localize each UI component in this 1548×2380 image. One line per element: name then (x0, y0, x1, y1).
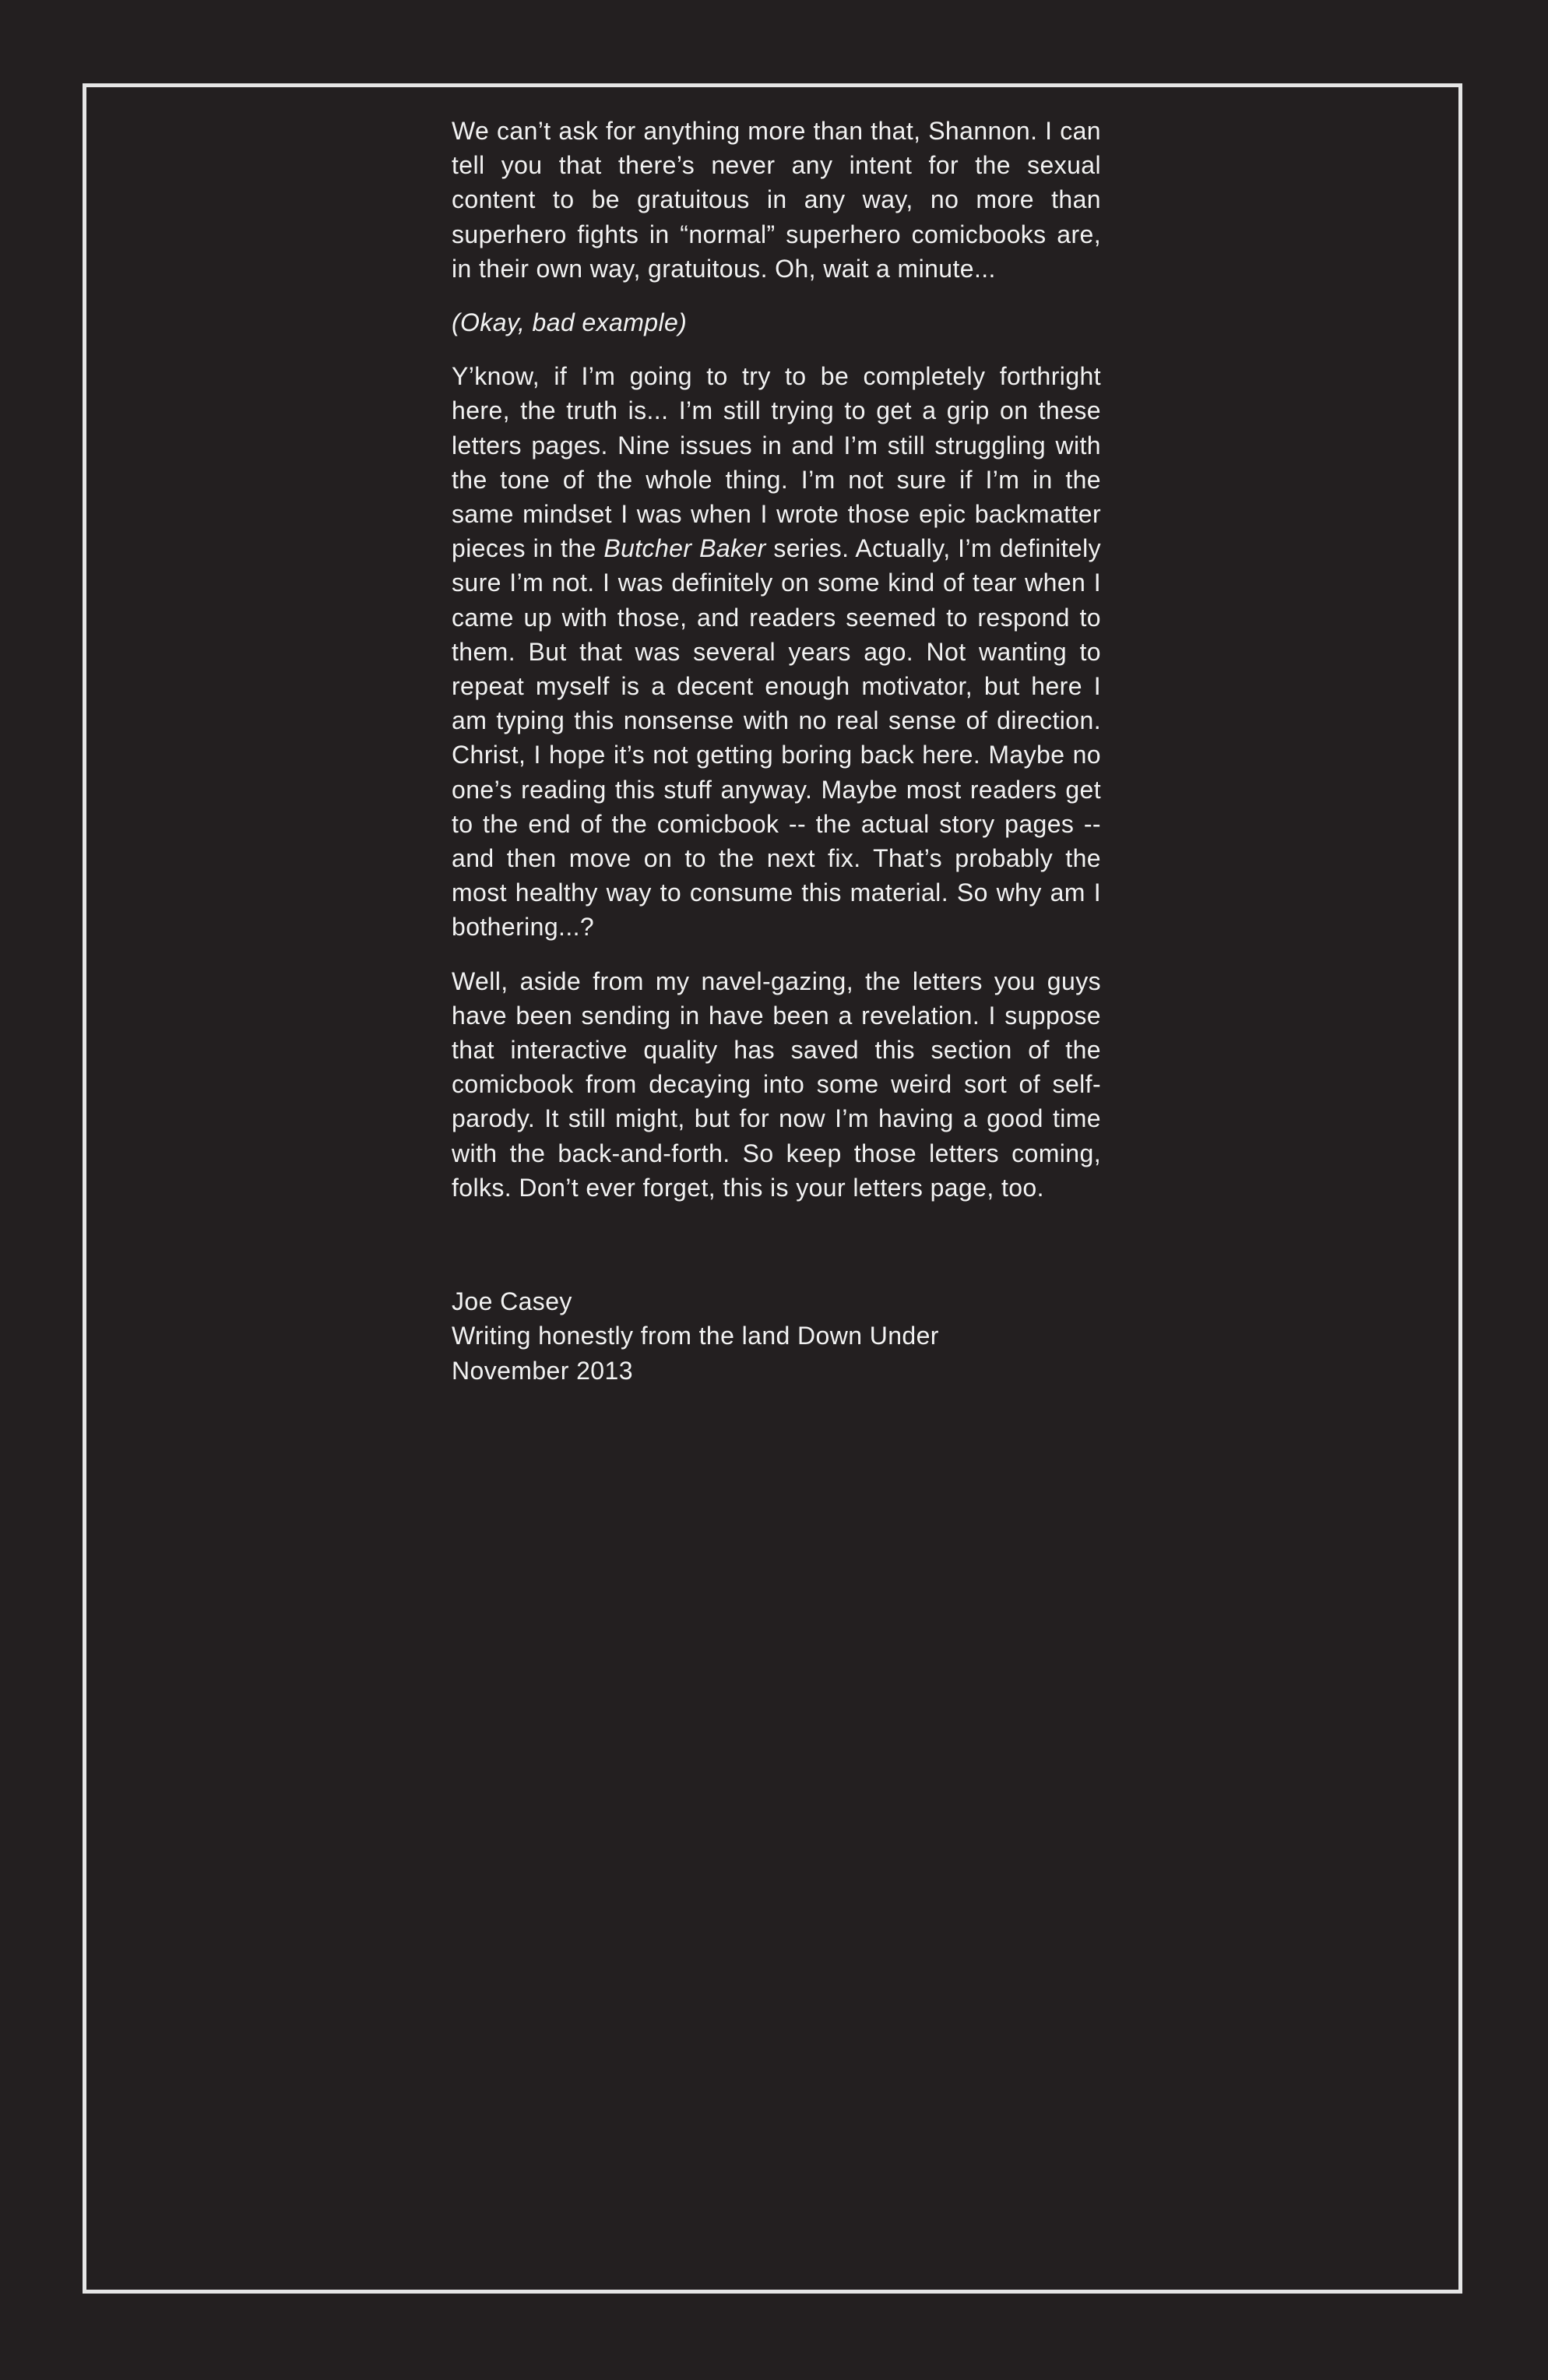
paragraph-3-part-2: series. Actually, I’m definitely sure I’m not. I was definitely on some kind of tear when I came up with those, and readers seemed to respond to them. But that was several years ago. Not wanting to repeat myself is a decent enough motivator, but here I am typing this nonsense with no real sense of direction. Christ, I hope it’s not getting boring back here. Maybe no one’s reading this stuff anyway. Maybe most readers get to the end of the comicbook -- the actual story pages -- and then move on to the next fix. That’s probably the most healthy way to consume this material. So why am I bothering...? (452, 534, 1101, 942)
paragraph-3 (452, 359, 1101, 944)
aside-remark: (Okay, bad example) (452, 308, 688, 337)
series-title: Butcher Baker (603, 534, 766, 563)
author-tagline: Writing honestly from the land Down Under (452, 1322, 939, 1350)
letters-column (452, 114, 1101, 1388)
letter-date: November 2013 (452, 1356, 633, 1385)
paragraph-1: We can’t ask for anything more than that, Shannon. I can tell you that there’s never any intent for the sexual content to be gratuitous in any way, no more than superhero fights in “normal” superhero comicbooks are, in their own way, gratuitous. Oh, wait a minute... (452, 117, 1101, 283)
paragraph-4: Well, aside from my navel-gazing, the letters you guys have been sending in have been a revelation. I suppose that interactive quality has saved this section of the comicbook from decaying into some weird sort of self-parody. It still might, but for now I’m having a good time with the back-and-forth. So keep those letters coming, folks. Don’t ever forget, this is your letters page, too. (452, 966, 1101, 1202)
author-name: Joe Casey (452, 1287, 572, 1316)
paragraph-3-part-1: Y’know, if I’m going to try to be completely forthright here, the truth is... I’m still trying to get a grip on these letters pages. Nine issues in and I’m still struggling with the tone of the whole thing. I’m not sure if I’m in the same mindset I was when I wrote those epic backmatter pieces in the (452, 362, 1101, 563)
signature-block (452, 1284, 1101, 1388)
